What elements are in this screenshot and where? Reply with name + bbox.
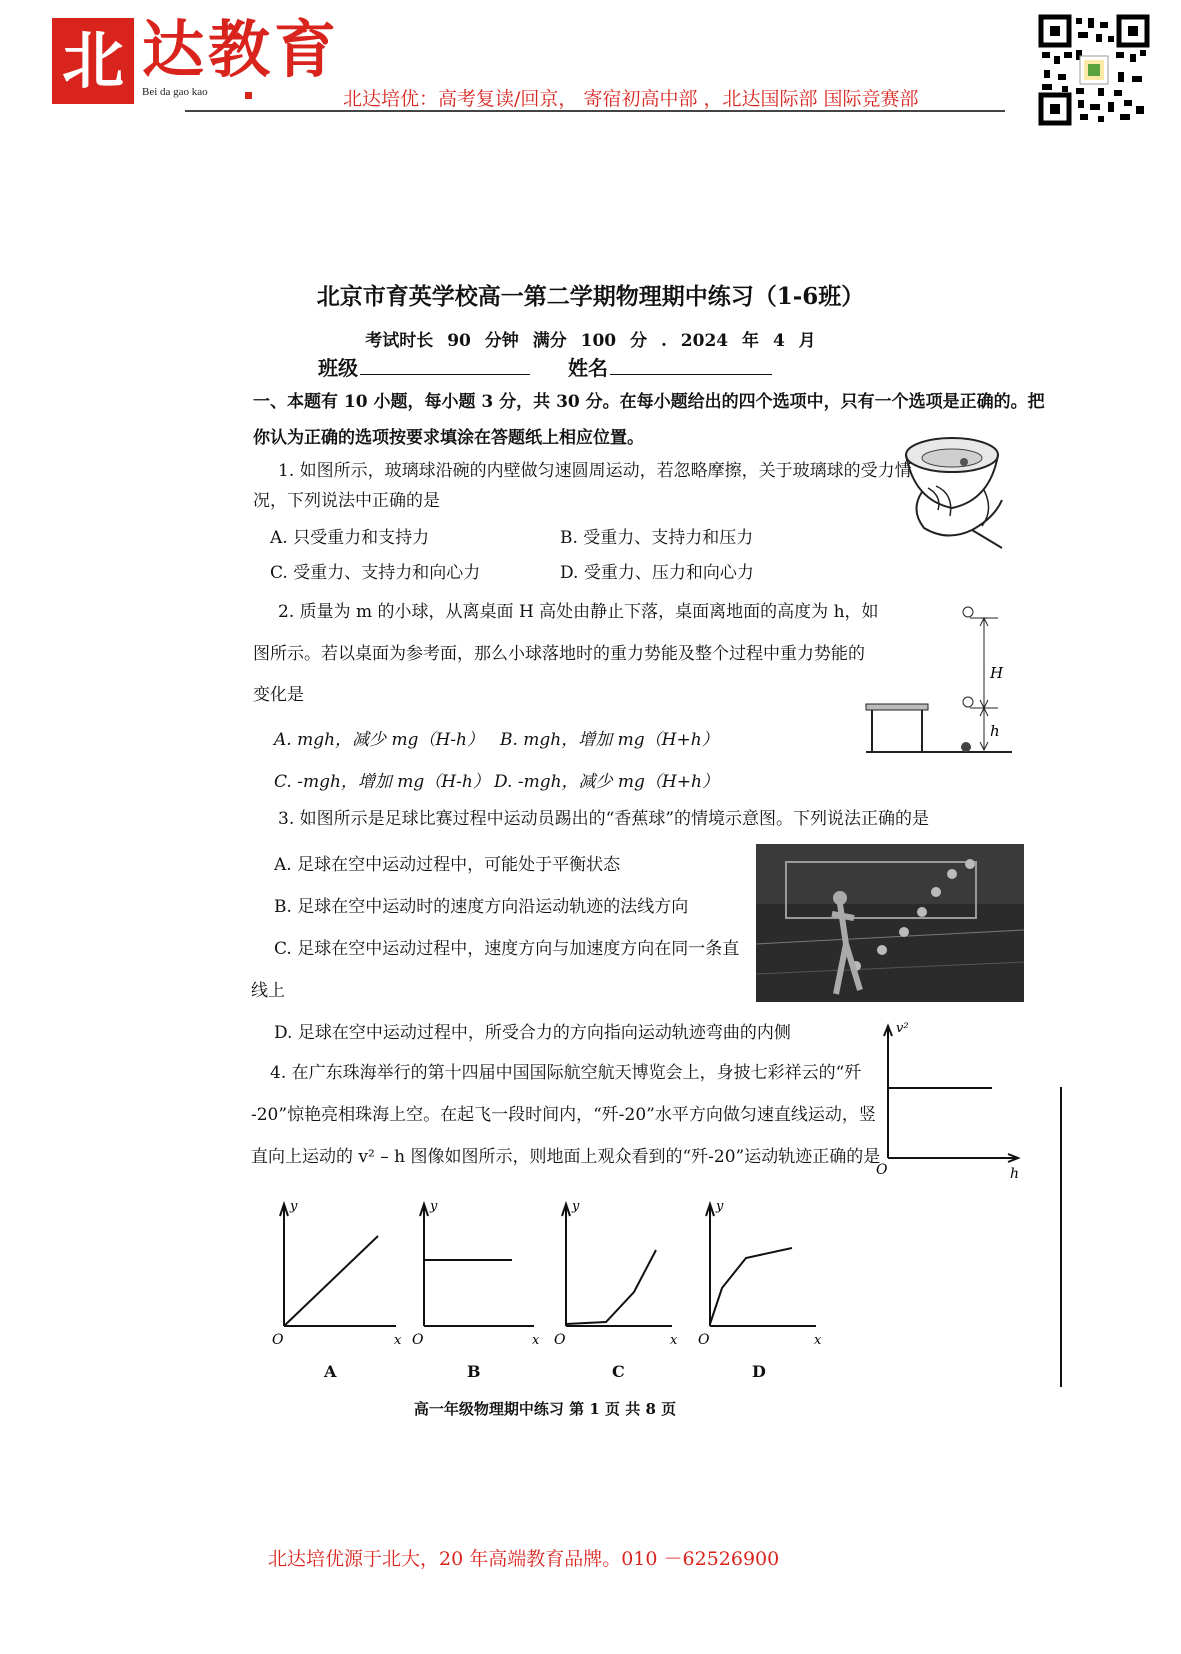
name-label: 姓名 (568, 356, 608, 380)
logo-pinyin: Bei da gao kao (142, 86, 208, 98)
q2-stem-3: 变化是 (253, 685, 304, 705)
header-divider (185, 110, 1005, 112)
graph-d-x-label: x (814, 1333, 822, 1348)
q4-stem-3: 直向上运动的 v² – h 图像如图所示，则地面上观众看到的“歼-20”运动轨迹正确的是 (251, 1147, 881, 1167)
logo-mark: 北 (52, 18, 134, 104)
graph-a-caption: A (324, 1362, 337, 1381)
q3-option-c-2: 线上 (251, 981, 285, 1001)
graph-a-origin: O (272, 1332, 284, 1348)
class-label: 班级 (318, 356, 358, 380)
section-line-2: 你认为正确的选项按要求填涂在答题纸上相应位置。 (253, 428, 644, 448)
graph-b-y-label: y (430, 1199, 438, 1214)
class-blank (360, 374, 530, 375)
q3-option-b: B. 足球在空中运动时的速度方向沿运动轨迹的法线方向 (274, 897, 689, 917)
exam-meta: 考试时长 90 分钟 满分 100 分 . 2024 年 4 月 (365, 331, 816, 351)
graph-d-y-label: y (716, 1199, 724, 1214)
logo-dot (245, 92, 252, 99)
q4-stem-1: 4. 在广东珠海举行的第十四届中国国际航空航天博览会上，身披七彩祥云的“歼 (270, 1063, 862, 1083)
h-axis-label: h (1010, 1166, 1020, 1182)
fig-label-H: H (990, 664, 1004, 682)
graph-b-caption: B (467, 1362, 481, 1381)
q1-option-d: D. 受重力、压力和向心力 (560, 563, 754, 583)
q1-stem-2: 况，下列说法中正确的是 (253, 491, 440, 511)
origin-label: O (876, 1162, 888, 1178)
header-slogan: 北达培优：高考复读/回京， 寄宿初高中部 ，北达国际部 国际竞赛部 (343, 88, 919, 110)
graph-d-caption: D (752, 1362, 766, 1381)
graph-c-x-label: x (670, 1333, 678, 1348)
v2-axis-label: v² (896, 1021, 909, 1036)
graph-d (698, 1199, 822, 1348)
q3-option-d: D. 足球在空中运动过程中，所受合力的方向指向运动轨迹弯曲的内侧 (274, 1023, 791, 1043)
exam-title: 北京市育英学校高一第二学期物理期中练习（1-6班） (316, 283, 865, 310)
banana-kick-photo (756, 844, 1024, 1002)
bowl-hand-figure (902, 430, 1008, 550)
q2-option-b: B. mgh，增加 mg（H+h） (500, 730, 719, 750)
q4-stem-2: -20”惊艳亮相珠海上空。在起飞一段时间内，“歼-20”水平方向做匀速直线运动，竖 (251, 1105, 876, 1125)
graph-a-x-label: x (394, 1333, 402, 1348)
graph-c-y-label: y (572, 1199, 580, 1214)
trajectory-graphs (268, 1196, 828, 1351)
graph-b-x-label: x (532, 1333, 540, 1348)
margin-scan-line (1060, 1087, 1062, 1387)
graph-c (554, 1199, 678, 1348)
q1-option-b: B. 受重力、支持力和压力 (560, 528, 754, 548)
footer-advert: 北达培优源于北大，20 年高端教育品牌。010 －62526900 (268, 1548, 780, 1570)
graph-b (412, 1199, 540, 1348)
name-blank (610, 374, 772, 375)
q2-stem-1: 2. 质量为 m 的小球，从离桌面 H 高处由静止下落，桌面离地面的高度为 h，如 (278, 602, 879, 622)
q1-stem-1: 1. 如图所示，玻璃球沿碗的内壁做匀速圆周运动，若忽略摩擦，关于玻璃球的受力情 (278, 461, 912, 481)
q1-option-c: C. 受重力、支持力和向心力 (270, 563, 481, 583)
fig-label-h: h (990, 722, 1000, 740)
q3-stem-1: 3. 如图所示是足球比赛过程中运动员踢出的“香蕉球”的情境示意图。下列说法正确的是 (278, 809, 930, 829)
qr-code-icon (1038, 14, 1150, 126)
q3-option-c-1: C. 足球在空中运动过程中，速度方向与加速度方向在同一条直 (274, 939, 740, 959)
graph-a-y-label: y (290, 1199, 298, 1214)
falling-ball-figure (862, 600, 1022, 760)
q2-option-a: A. mgh，减少 mg（H-h） (274, 730, 484, 750)
q1-option-a: A. 只受重力和支持力 (270, 528, 430, 548)
section-line-1: 一、本题有 10 小题，每小题 3 分，共 30 分。在每小题给出的四个选项中，只有一个选项是正确的。把 (253, 392, 1045, 412)
graph-d-origin: O (698, 1332, 710, 1348)
logo-text: 达教育 (142, 13, 341, 86)
graph-b-origin: O (412, 1332, 424, 1348)
q2-option-d: D. -mgh，减少 mg（H+h） (494, 772, 719, 792)
q3-option-a: A. 足球在空中运动过程中，可能处于平衡状态 (274, 855, 621, 875)
graph-c-origin: O (554, 1332, 566, 1348)
q2-stem-2: 图所示。若以桌面为参考面，那么小球落地时的重力势能及整个过程中重力势能的 (253, 644, 865, 664)
q2-option-c: C. -mgh，增加 mg（H-h） (274, 772, 490, 792)
v2-h-graph (876, 1018, 1026, 1183)
graph-a (272, 1199, 402, 1348)
page-number: 高一年级物理期中练习 第 1 页 共 8 页 (413, 1400, 677, 1418)
graph-c-caption: C (612, 1362, 625, 1381)
